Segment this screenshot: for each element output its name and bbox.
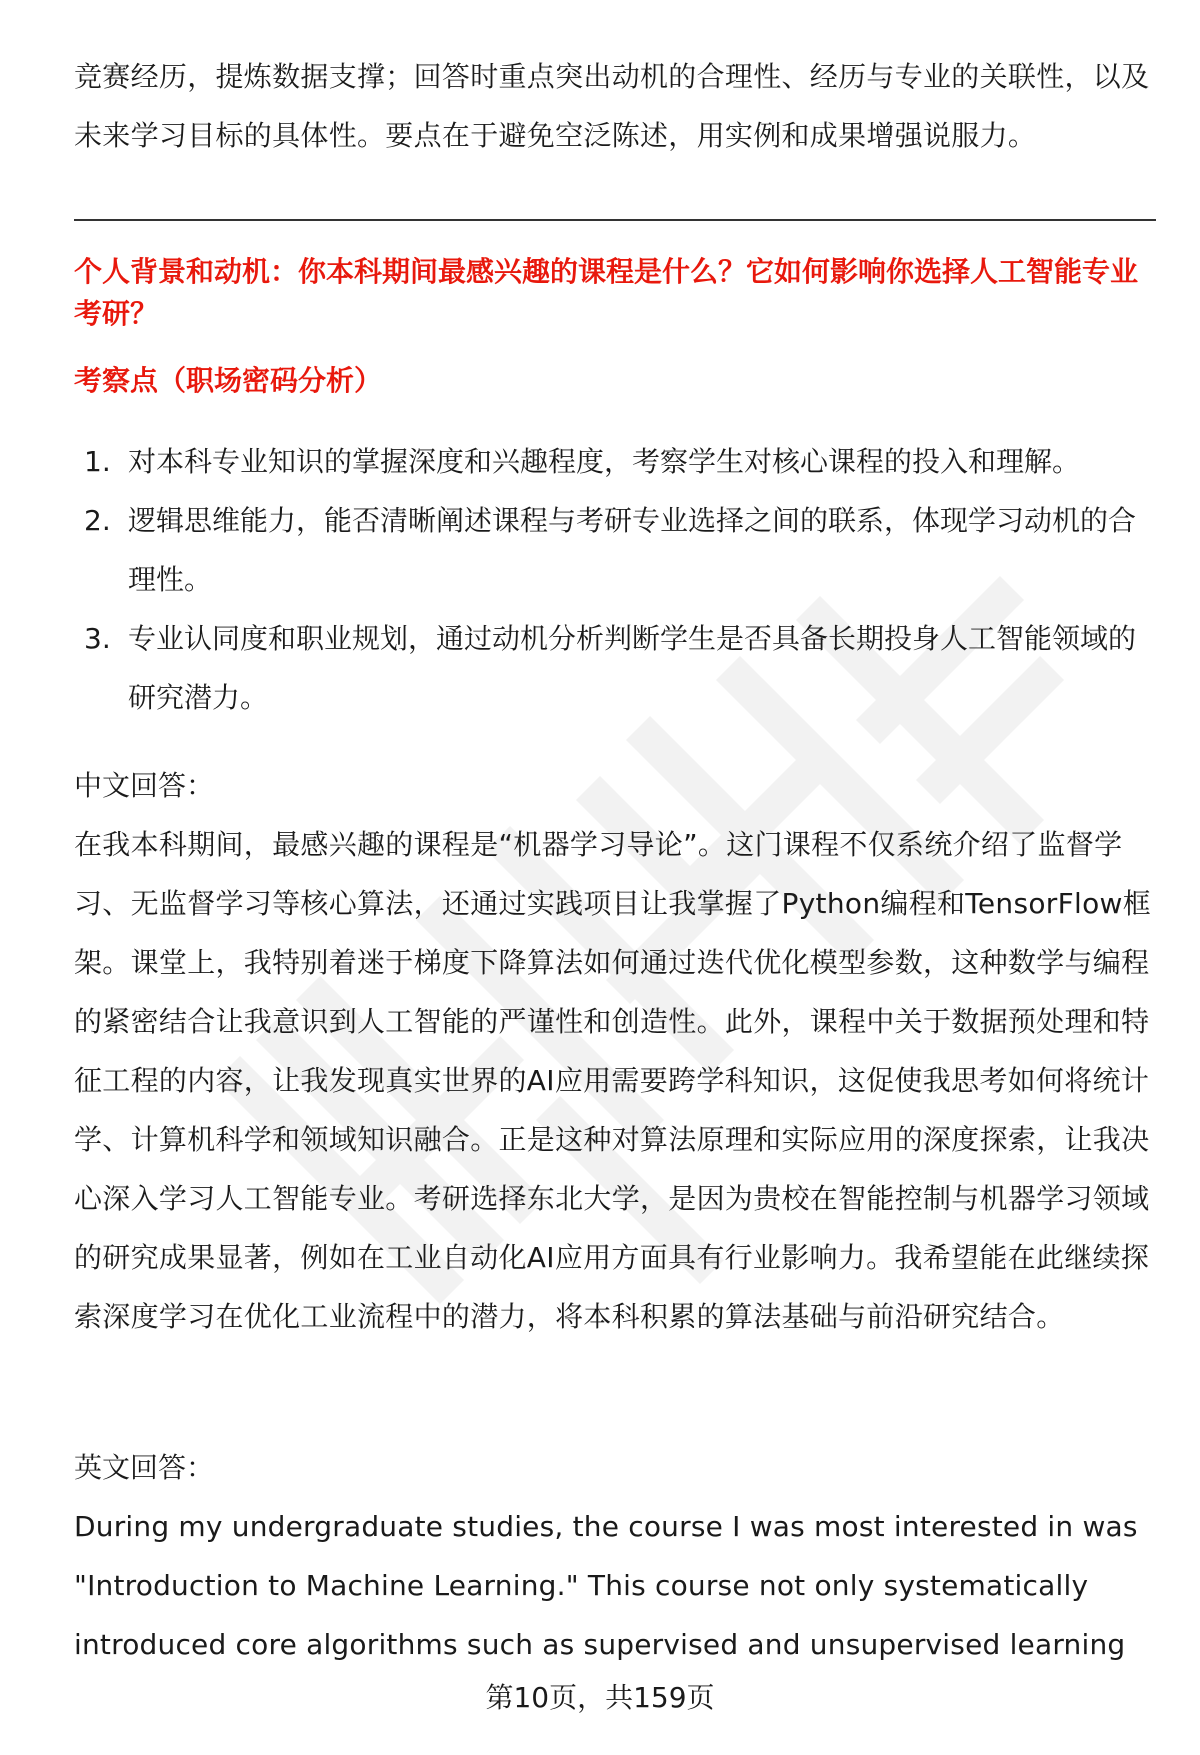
intro-section xyxy=(74,47,1154,165)
english-answer-text: During my undergraduate studies, the course I was most interested in was "Introduction to Machine Learning." This course not only systematically introduced core algorithms such as supervised and unsupervised learning xyxy=(74,1510,1138,1661)
list-item xyxy=(74,609,1154,727)
list-item-text: 逻辑思维能力，能否清晰阐述课程与考研专业选择之间的联系，体现学习动机的合理性。 xyxy=(128,504,1137,596)
list-item-text: 对本科专业知识的掌握深度和兴趣程度，考察学生对核心课程的投入和理解。 xyxy=(128,445,1081,478)
section-divider xyxy=(74,219,1156,221)
list-item xyxy=(74,432,1154,491)
list-item xyxy=(74,491,1154,609)
list-item-text: 专业认同度和职业规划，通过动机分析判断学生是否具备长期投身人工智能领域的研究潜力。 xyxy=(128,622,1137,714)
list-number: 2. xyxy=(84,504,111,537)
assessment-subheading: 考察点（职场密码分析） xyxy=(74,364,383,397)
assessment-points xyxy=(74,432,1154,727)
english-answer-label: 英文回答： xyxy=(74,1451,215,1484)
intro-paragraph: 竞赛经历，提炼数据支撑；回答时重点突出动机的合理性、经历与专业的关联性，以及未来学习目标的具体性。要点在于避免空泛陈述，用实例和成果增强说服力。 xyxy=(74,60,1150,152)
question-title: 个人背景和动机：你本科期间最感兴趣的课程是什么？它如何影响你选择人工智能专业考研？ xyxy=(74,255,1139,330)
question-section xyxy=(74,251,1154,335)
chinese-answer-section xyxy=(74,756,1154,1346)
list-number: 3. xyxy=(84,622,111,655)
english-answer-section xyxy=(74,1438,1154,1674)
page-footer: 第10页，共159页 xyxy=(485,1681,715,1714)
list-number: 1. xyxy=(84,445,111,478)
assessment-section xyxy=(74,360,1154,402)
chinese-answer-label: 中文回答： xyxy=(74,769,215,802)
chinese-answer-text: 在我本科期间，最感兴趣的课程是“机器学习导论”。这门课程不仅系统介绍了监督学习、无监督学习等核心算法，还通过实践项目让我掌握了Python编程和TensorFlow框架。课堂上，我特别着迷于梯度下降算法如何通过迭代优化模型参数，这种数学与编程的紧密结合让我意识到人工智能的严谨性和创造性。此外，课程中关于数据预处理和特征工程的内容，让我发现真实世界的AI应用需要跨学科知识，这促使我思考如何将统计学、计算机科学和领域知识融合。正是这种对算法原理和实际应用的深度探索，让我决心深入学习人工智能专业。考研选择东北大学，是因为贵校在智能控制与机器学习领域的研究成果显著，例如在工业自动化AI应用方面具有行业影响力。我希望能在此继续探索深度学习在优化工业流程中的潜力，将本科积累的算法基础与前沿研究结合。 xyxy=(74,828,1152,1333)
